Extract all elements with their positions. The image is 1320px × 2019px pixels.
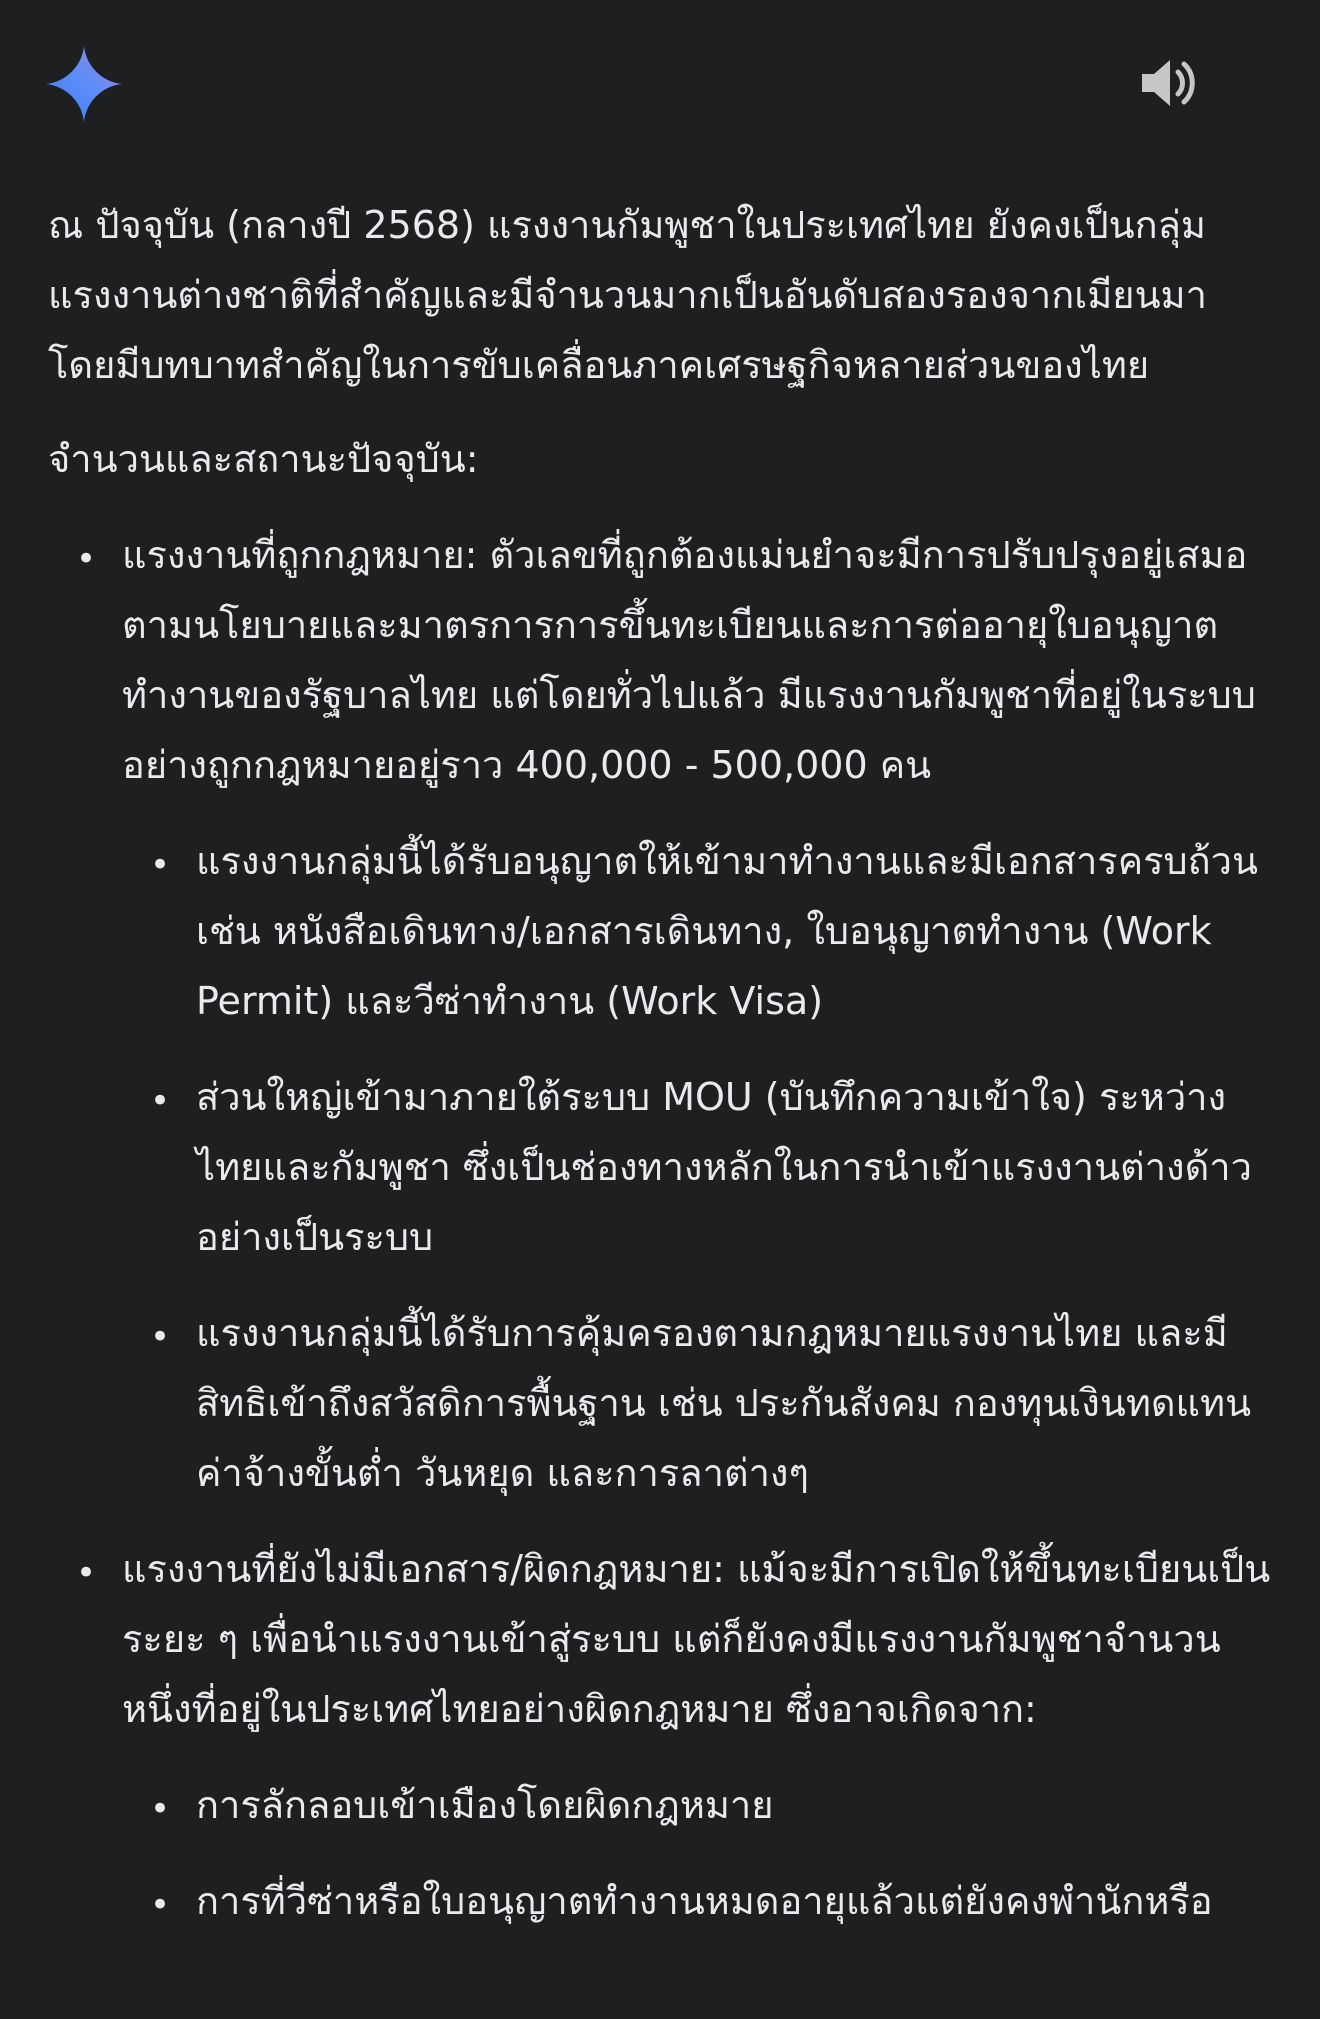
list-item-text: การลักลอบเข้าเมืองโดยผิดกฎหมาย — [196, 1783, 774, 1827]
list-item — [48, 826, 1272, 1036]
list-item-text: แรงงานที่ถูกกฎหมาย: ตัวเลขที่ถูกต้องแม่นยำจะมีการปรับปรุงอยู่เสมอตามนโยบายและมาตรการการขึ้นทะเบียนและการต่ออายุใบอนุญาตทำงานของรัฐบาลไทย แต่โดยทั่วไปแล้ว มีแรงงานกัมพูชาที่อยู่ในระบบอย่างถูกกฎหมายอยู่ราว 400,000 - 500,000 คน — [122, 533, 1256, 787]
bullet-icon: • — [150, 1789, 171, 1829]
list-item — [48, 1062, 1272, 1272]
section-heading: จำนวนและสถานะปัจจุบัน: — [48, 437, 479, 481]
intro-paragraph: ณ ปัจจุบัน (กลางปี 2568) แรงงานกัมพูชาในประเทศไทย ยังคงเป็นกลุ่มแรงงานต่างชาติที่สำคัญและมีจำนวนมากเป็นอันดับสองรองจากเมียนมา โดยมีบทบาทสำคัญในการขับเคลื่อนภาคเศรษฐกิจหลายส่วนของไทย — [48, 203, 1207, 387]
list-item — [48, 1298, 1272, 1508]
bullet-icon: • — [150, 1885, 171, 1925]
bullet-icon: • — [76, 539, 97, 579]
list-item-text: แรงงานที่ยังไม่มีเอกสาร/ผิดกฎหมาย: แม้จะมีการเปิดให้ขึ้นทะเบียนเป็นระยะ ๆ เพื่อนำแรงงานเข้าสู่ระบบ แต่ก็ยังคงมีแรงงานกัมพูชาจำนวนหนึ่งที่อยู่ในประเทศไทยอย่างผิดกฎหมาย ซึ่งอาจเกิดจาก: — [122, 1547, 1271, 1731]
list-item — [48, 1866, 1272, 1936]
bullet-icon: • — [150, 1317, 171, 1357]
list-item — [48, 520, 1272, 800]
response-body — [0, 190, 1320, 1936]
bullet-icon: • — [150, 1081, 171, 1121]
bullet-icon: • — [150, 845, 171, 885]
bullet-list — [48, 520, 1272, 1936]
list-item-text: แรงงานกลุ่มนี้ได้รับอนุญาตให้เข้ามาทำงานและมีเอกสารครบถ้วน เช่น หนังสือเดินทาง/เอกสารเดินทาง, ใบอนุญาตทำงาน (Work Permit) และวีซ่าทำงาน (Work Visa) — [196, 839, 1258, 1023]
list-item — [48, 1534, 1272, 1744]
gemini-spark-icon — [46, 46, 122, 122]
list-item — [48, 1770, 1272, 1840]
bullet-icon: • — [76, 1553, 97, 1593]
list-item-text: การที่วีซ่าหรือใบอนุญาตทำงานหมดอายุแล้วแต่ยังคงพำนักหรือ — [196, 1879, 1213, 1923]
list-item-text: แรงงานกลุ่มนี้ได้รับการคุ้มครองตามกฎหมายแรงงานไทย และมีสิทธิเข้าถึงสวัสดิการพื้นฐาน เช่น ประกันสังคม กองทุนเงินทดแทน ค่าจ้างขั้นต่ำ วันหยุด และการลาต่างๆ — [196, 1311, 1252, 1495]
speaker-icon[interactable] — [1134, 50, 1200, 116]
response-header — [0, 0, 1320, 150]
list-item-text: ส่วนใหญ่เข้ามาภายใต้ระบบ MOU (บันทึกความเข้าใจ) ระหว่างไทยและกัมพูชา ซึ่งเป็นช่องทางหลักในการนำเข้าแรงงานต่างด้าวอย่างเป็นระบบ — [196, 1075, 1252, 1259]
